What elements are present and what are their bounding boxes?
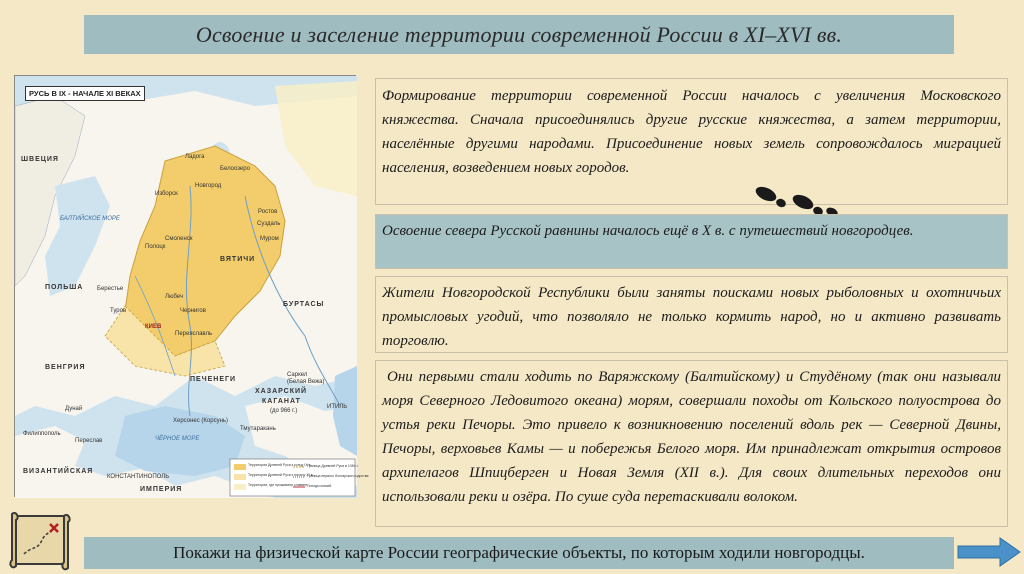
city-label: Ростов	[258, 209, 278, 215]
text-box-formation	[375, 78, 1008, 205]
city-label: Смоленск	[165, 236, 193, 242]
sea-label: БАЛТИЙСКОЕ МОРЕ	[60, 216, 120, 222]
state-label: ВИЗАНТИЙСКАЯ	[23, 468, 94, 475]
city-label: Ладога	[185, 154, 205, 160]
city-label: ИТИЛЬ	[327, 404, 348, 410]
map-heading: РУСЬ В IX - НАЧАЛЕ XI ВЕКАХ	[25, 86, 145, 101]
city-label: Филиппополь	[23, 431, 61, 437]
city-label: Тмутаракань	[240, 426, 276, 432]
city-label: Белоозеро	[220, 166, 250, 172]
sea-label: ЧЁРНОЕ МОРЕ	[155, 436, 200, 442]
paragraph-north: Освоение севера Русской равнины началось ещё в X в. с путешествий новгородцев.	[382, 223, 914, 239]
legend-item: Граница первого болгарского царства	[307, 474, 369, 478]
state-label: ПОЛЬША	[45, 284, 84, 291]
state-years-label: (до 966 г.)	[270, 408, 298, 414]
tribe-label: БУРТАСЫ	[283, 301, 325, 308]
state-label: ИМПЕРИЯ	[140, 486, 183, 493]
text-box-voyages	[375, 360, 1008, 527]
paragraph-formation: Формирование территории современной России началось с увеличения Московского княжества. Сначала присоединялись другие русские княжества, а затем территории, населённые другими народами. Присоединение новых земель сопровождалось миграцией населения, возведением новых городов.	[382, 88, 1001, 176]
legend-item: Граница Древней Руси в 1054 г.	[307, 464, 359, 468]
state-label: ХАЗАРСКИЙ	[255, 388, 308, 395]
city-label: КОНСТАНТИНОПОЛЬ	[107, 474, 170, 480]
city-label: Берестье	[97, 286, 124, 292]
tribe-label: ПЕЧЕНЕГИ	[190, 376, 237, 383]
city-label: Переяславль	[175, 331, 213, 337]
text-box-north	[375, 214, 1008, 269]
city-label: Суздаль	[257, 221, 281, 227]
state-label: ВЕНГРИЯ	[45, 364, 86, 371]
state-label: КАГАНАТ	[262, 398, 301, 405]
city-label: Чернигов	[180, 308, 206, 314]
city-label: Саркел	[287, 372, 308, 378]
city-label: Любеч	[165, 294, 184, 300]
river-label: Дунай	[65, 406, 83, 412]
task-text: Покажи на физической карте России географические объекты, по которым ходили новгородцы.	[173, 543, 865, 562]
legend-item: Походы князей	[307, 484, 332, 488]
treasure-map-icon	[8, 510, 72, 572]
city-label: Муром	[260, 236, 279, 242]
legend-item: Территории, где проживали славяне	[248, 483, 308, 487]
city-label: Изборск	[155, 191, 178, 197]
paragraph-voyages: Они первыми стали ходить по Варяжскому (Балтийскому) и Студёному (так они называли моря Северного Ледовитого океана) морям, совершали походы от Кольского полуострова до устья реки Печоры. Это привело к возникновению поселений вдоль рек — Северной Двины, Печоры, верховьев Камы — и побережья Белого моря. Им принадлежат открытия островов архипелагов Шпицберген и Новая Земля (XII в.). Для своих длительных переходов они использовали реки и озёра. По суше суда перетаскивали волоком.	[382, 369, 1001, 505]
city-label: Переслав	[75, 438, 103, 444]
city-label: Херсонес (Корсунь)	[173, 418, 229, 424]
paragraph-novgorod: Жители Новгородской Республики были заняты поисками новых рыболовных и охотничьих промысловых угодий, что позволяло не только кормить народ, но и активно развивать торговлю.	[382, 285, 1001, 349]
text-box-novgorod	[375, 276, 1008, 353]
city-label: (Белая Вежа)	[287, 379, 325, 385]
city-label: Полоцк	[145, 244, 166, 250]
legend-item: Территория Древней Руси к началу XI в.	[248, 473, 314, 477]
city-label: Новгород	[195, 183, 222, 189]
tribe-label: ВЯТИЧИ	[220, 256, 256, 263]
page-title: Освоение и заселение территории современной России в XI–XVI вв.	[195, 21, 843, 47]
city-label: Туров	[110, 308, 127, 314]
capital-label: КИЕВ	[145, 324, 162, 330]
legend-item: Территория Древней Руси к концу IX в.	[248, 463, 312, 467]
state-label: ШВЕЦИЯ	[21, 156, 59, 163]
arrow-right-icon[interactable]	[956, 534, 1022, 570]
task-bar	[84, 537, 954, 569]
historical-map	[14, 75, 369, 497]
title-bar	[84, 15, 954, 54]
